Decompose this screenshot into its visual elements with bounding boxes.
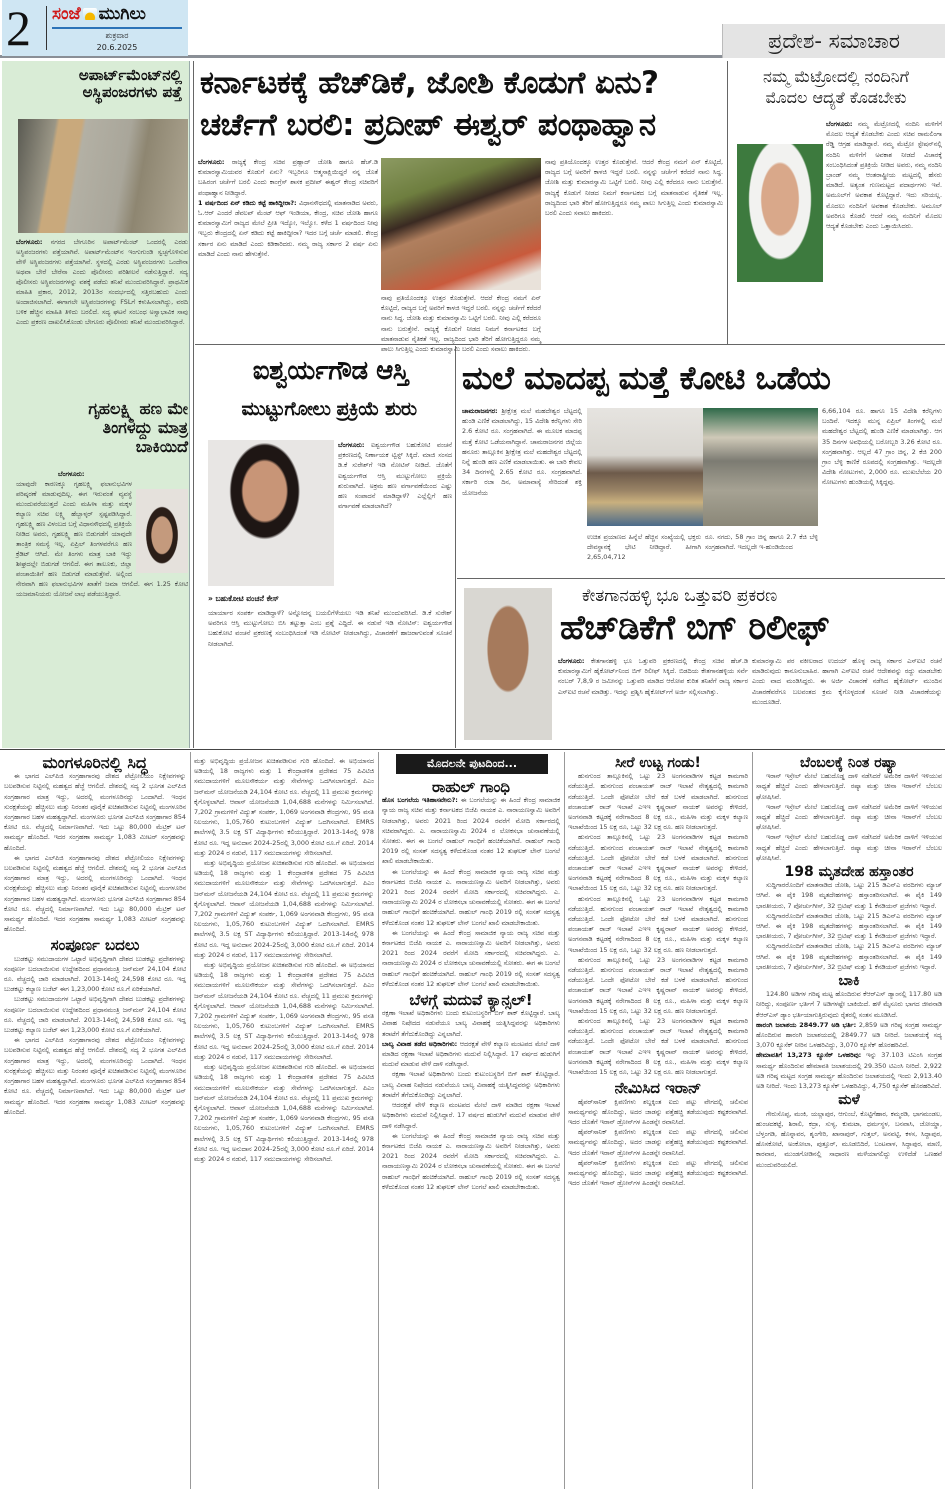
bottom-col4: ಸೀರೆ ಉಟ್ಟ ಗಂಡು! ಹುನಗುಂದ ತಾಲ್ಲೂಕಿನಲ್ಲಿ ಒಟ್ಟು 23 ಅಂಗನವಾಡಿಗಳ ಕಟ್ಟಡ ಕಾಮಗಾರಿ ನಡೆಯುತ್ತಿದೆ. ಹುನಗುಂದ ಪಂಚಾಯತ್ ರಾಜ್ ಇಲಾಖೆ ನೇತೃತ್ವದಲ್ಲಿ ಕಾಮಗಾರಿ ನಡೆಯುತ್ತಿದೆ. ಒಂದೇ ಫೋಟೋ ಬೇರೆ ಕಡೆ ಬಳಕೆ ಮಾಡಲಾಗಿದೆ. ಹುನಗುಂದ ಪಂಚಾಯತ್ ರಾಜ್ ಇಲಾಖೆ ಎಇಇ ಕೃಷ್ಣರಾವ್ ನಾಯಕ್ ಅವರನ್ನು ಕೇಳಿದರೆ, ಅಂಗನವಾಡಿ ಕಟ್ಟಡಕ್ಕೆ ನರೇಗಾದಿಂದ 8 ಲಕ್ಷ ರೂ., ಮಹಿಳಾ ಮತ್ತು ಮಕ್ಕಳ ಕಲ್ಯಾಣ ಇಲಾಖೆಯಿಂದ 15 ಲಕ್ಷ ರೂ, ಒಟ್ಟು 32 ಲಕ್ಷ ರೂ. ಹಣ ನೀಡಲಾಗುತ್ತದೆ. ಹುನಗುಂದ ತಾಲ್ಲೂಕಿನಲ್ಲಿ ಒಟ್ಟು 23 ಅಂಗನವಾಡಿಗಳ ಕಟ್ಟಡ ಕಾಮಗಾರಿ ನಡೆಯುತ್ತಿದೆ. ಹುನಗುಂದ ಪಂಚಾಯತ್ ರಾಜ್ ಇಲಾಖೆ ನೇತೃತ್ವದಲ್ಲಿ ಕಾಮಗಾರಿ ನಡೆಯುತ್ತಿದೆ. ಒಂದೇ ಫೋಟೋ ಬೇರೆ ಕಡೆ ಬಳಕೆ ಮಾಡಲಾಗಿದೆ. ಹುನಗುಂದ ಪಂಚಾಯತ್ ರಾಜ್ ಇಲಾಖೆ ಎಇಇ ಕೃಷ್ಣರಾವ್ ನಾಯಕ್ ಅವರನ್ನು ಕೇಳಿದರೆ, ಅಂಗನವಾಡಿ ಕಟ್ಟಡಕ್ಕೆ ನರೇಗಾದಿಂದ 8 ಲಕ್ಷ ರೂ., ಮಹಿಳಾ ಮತ್ತು ಮಕ್ಕಳ ಕಲ್ಯಾಣ ಇಲಾಖೆಯಿಂದ 15 ಲಕ್ಷ ರೂ, ಒಟ್ಟು 32 ಲಕ್ಷ ರೂ. ಹಣ ನೀಡಲಾಗುತ್ತದೆ. ಹುನಗುಂದ ತಾಲ್ಲೂಕಿನಲ್ಲಿ ಒಟ್ಟು 23 ಅಂಗನವಾಡಿಗಳ ಕಟ್ಟಡ ಕಾಮಗಾರಿ ನಡೆಯುತ್ತಿದೆ. ಹುನಗುಂದ ಪಂಚಾಯತ್ ರಾಜ್ ಇಲಾಖೆ ನೇತೃತ್ವದಲ್ಲಿ ಕಾಮಗಾರಿ ನಡೆಯುತ್ತಿದೆ. ಒಂದೇ ಫೋಟೋ ಬೇರೆ ಕಡೆ ಬಳಕೆ ಮಾಡಲಾಗಿದೆ. ಹುನಗುಂದ ಪಂಚಾಯತ್ ರಾಜ್ ಇಲಾಖೆ ಎಇಇ ಕೃಷ್ಣರಾವ್ ನಾಯಕ್ ಅವರನ್ನು ಕೇಳಿದರೆ, ಅಂಗನವಾಡಿ ಕಟ್ಟಡಕ್ಕೆ ನರೇಗಾದಿಂದ 8 ಲಕ್ಷ ರೂ., ಮಹಿಳಾ ಮತ್ತು ಮಕ್ಕಳ ಕಲ್ಯಾಣ ಇಲಾಖೆಯಿಂದ 15 ಲಕ್ಷ ರೂ, ಒಟ್ಟು 32 ಲಕ್ಷ ರೂ. ಹಣ ನೀಡಲಾಗುತ್ತದೆ. ಹುನಗುಂದ ತಾಲ್ಲೂಕಿನಲ್ಲಿ ಒಟ್ಟು 23 ಅಂಗನವಾಡಿಗಳ ಕಟ್ಟಡ ಕಾಮಗಾರಿ ನಡೆಯುತ್ತಿದೆ. ಹುನಗುಂದ ಪಂಚಾಯತ್ ರಾಜ್ ಇಲಾಖೆ ನೇತೃತ್ವದಲ್ಲಿ ಕಾಮಗಾರಿ ನಡೆಯುತ್ತಿದೆ. ಒಂದೇ ಫೋಟೋ ಬೇರೆ ಕಡೆ ಬಳಕೆ ಮಾಡಲಾಗಿದೆ. ಹುನಗುಂದ ಪಂಚಾಯತ್ ರಾಜ್ ಇಲಾಖೆ ಎಇಇ ಕೃಷ್ಣರಾವ್ ನಾಯಕ್ ಅವರನ್ನು ಕೇಳಿದರೆ, ಅಂಗನವಾಡಿ ಕಟ್ಟಡಕ್ಕೆ ನರೇಗಾದಿಂದ 8 ಲಕ್ಷ ರೂ., ಮಹಿಳಾ ಮತ್ತು ಮಕ್ಕಳ ಕಲ್ಯಾಣ ಇಲಾಖೆಯಿಂದ 15 ಲಕ್ಷ ರೂ, ಒಟ್ಟು 32 ಲಕ್ಷ ರೂ. ಹಣ ನೀಡಲಾಗುತ್ತದೆ. ಹುನಗುಂದ ತಾಲ್ಲೂಕಿನಲ್ಲಿ ಒಟ್ಟು 23 ಅಂಗನವಾಡಿಗಳ ಕಟ್ಟಡ ಕಾಮಗಾರಿ ನಡೆಯುತ್ತಿದೆ. ಹುನಗುಂದ ಪಂಚಾಯತ್ ರಾಜ್ ಇಲಾಖೆ ನೇತೃತ್ವದಲ್ಲಿ ಕಾಮಗಾರಿ ನಡೆಯುತ್ತಿದೆ. ಒಂದೇ ಫೋಟೋ ಬೇರೆ ಕಡೆ ಬಳಕೆ ಮಾಡಲಾಗಿದೆ. ಹುನಗುಂದ ಪಂಚಾಯತ್ ರಾಜ್ ಇಲಾಖೆ ಎಇಇ ಕೃಷ್ಣರಾವ್ ನಾಯಕ್ ಅವರನ್ನು ಕೇಳಿದರೆ, ಅಂಗನವಾಡಿ ಕಟ್ಟಡಕ್ಕೆ ನರೇಗಾದಿಂದ 8 ಲಕ್ಷ ರೂ., ಮಹಿಳಾ ಮತ್ತು ಮಕ್ಕಳ ಕಲ್ಯಾಣ ಇಲಾಖೆಯಿಂದ 15 ಲಕ್ಷ ರೂ, ಒಟ್ಟು 32 ಲಕ್ಷ ರೂ. ಹಣ ನೀಡಲಾಗುತ್ತದೆ. ನೇಮಿಸಿದ ಇರಾನ್ ಹೈಪರ್‌ಸಾನಿಕ್ ಕ್ಷಿಪಣಿಗಳು ಶಬ್ದಕ್ಕಿಂತ ಐದು ಪಟ್ಟು ವೇಗದಲ್ಲಿ ಚಲಿಸುವ ಸಾಮರ್ಥ್ಯವನ್ನು ಹೊಂದಿದ್ದು, ಅದರ ಜಾಡನ್ನು ಪತ್ತೆಹಚ್ಚಿ ತಡೆಯುವುದು ಕಷ್ಟಕರವಾಗಿದೆ. ಇದರ ಜೊತೆಗೆ ಇರಾನ್ ಡ್ರೋನ್‌ಗಳ ಹಿಂಡನ್ನೇ ರವಾನಿಸಿದೆ. ಹೈಪರ್‌ಸಾನಿಕ್ ಕ್ಷಿಪಣಿಗಳು ಶಬ್ದಕ್ಕಿಂತ ಐದು ಪಟ್ಟು ವೇಗದಲ್ಲಿ ಚಲಿಸುವ ಸಾಮರ್ಥ್ಯವನ್ನು ಹೊಂದಿದ್ದು, ಅದರ ಜಾಡನ್ನು ಪತ್ತೆಹಚ್ಚಿ ತಡೆಯುವುದು ಕಷ್ಟಕರವಾಗಿದೆ. ಇದರ ಜೊತೆಗೆ ಇರಾನ್ ಡ್ರೋನ್‌ಗಳ ಹಿಂಡನ್ನೇ ರವಾನಿಸಿದೆ. ಹೈಪರ್‌ಸಾನಿಕ್ ಕ್ಷಿಪಣಿಗಳು ಶಬ್ದಕ್ಕಿಂತ ಐದು ಪಟ್ಟು ವೇಗದಲ್ಲಿ ಚಲಿಸುವ ಸಾಮರ್ಥ್ಯವನ್ನು ಹೊಂದಿದ್ದು, ಅದರ ಜಾಡನ್ನು ಪತ್ತೆಹಚ್ಚಿ ತಡೆಯುವುದು ಕಷ್ಟಕರವಾಗಿದೆ. ಇದರ ಜೊತೆಗೆ ಇರಾನ್ ಡ್ರೋನ್‌ಗಳ ಹಿಂಡನ್ನೇ ರವಾನಿಸಿದೆ. bbox=[568, 755, 748, 1188]
brand-divider bbox=[46, 6, 47, 50]
madappa-headline: ಮಲೆ ಮಾದಪ್ಪ ಮತ್ತೆ ಕೋಟಿ ಒಡೆಯ bbox=[462, 359, 831, 397]
column-divider bbox=[727, 61, 728, 344]
article-headline: ಬೆಂಬಲಕ್ಕೆ ನಿಂತ ರಷ್ಯಾ bbox=[799, 755, 899, 771]
madappa-story-col4: 6,66,104 ರೂ. ಹಾಗೂ 15 ವಿದೇಶಿ ಕರೆನ್ಸಿಗಳು ಬಂದಿವೆ. ಇದಕ್ಕೂ ಮುನ್ನ ಏಪ್ರಿಲ್ ತಿಂಗಳಲ್ಲಿ ಮಲೆ ಮಹದೇಶ್ವರ ಬೆಟ್ಟದಲ್ಲಿ ಹುಂಡಿ ಎಣಿಕೆ ಮಾಡಲಾಗಿತ್ತು. ಆಗ 35 ದಿನಗಳ ಅವಧಿಯಲ್ಲಿ ಬರೋಬ್ಬರಿ 3.26 ಕೋಟಿ ರೂ. ಸಂಗ್ರಹವಾಗಿತ್ತು. ಆಲ್ಲದೆ 47 ಗ್ರಾಂ ಚಿನ್ನ, 2 ಕೆಜಿ 200 ಗ್ರಾಂ ಬೆಳ್ಳಿ ಕಾಣಿಕೆ ರೂಪದಲ್ಲಿ ಸಂಗ್ರಹವಾಗಿತ್ತು. ಇದಲ್ಲದೇ ವಿದೇಶಿ ನೋಟುಗಳು, 2,000 ರೂ. ಮುಖಬೆಲೆಯ 20 ನೋಟುಗಳು ಹುಂಡಿಯಲ್ಲಿ ಸಿಕ್ಕಿದ್ದವು. bbox=[822, 407, 942, 487]
article-subhead: ಬಾಕಿ bbox=[838, 973, 860, 990]
hd-kumaraswamy-photo bbox=[464, 588, 552, 740]
brand-box bbox=[2, 0, 188, 56]
article-subhead: ಮಳೆ bbox=[838, 1092, 860, 1109]
brand-underline bbox=[52, 27, 182, 29]
hdk-kicker: ಕೇತಗಾನಹಳ್ಳಿ ಭೂ ಒತ್ತುವರಿ ಪ್ರಕರಣ bbox=[582, 586, 778, 606]
bottom-col3: ರಾಹುಲ್ ಗಾಂಧಿ ಹೊಸ ಬಂಗಲೆಯ ಇತಿಹಾಸವೇನು?: ಈ ಬಂಗಲೆಯನ್ನು ಈ ಹಿಂದೆ ಕೇಂದ್ರ ಸಾಮಾಜಿಕ ನ್ಯಾಯ ರಾಜ್ಯ ಸಚಿವ ಮತ್ತು ಕರ್ನಾಟಕದ ಬಿಜೆಪಿ ನಾಯಕ ಎ. ನಾರಾಯಣಸ್ವಾಮಿ ಅವರಿಗೆ ನೀಡಲಾಗಿತ್ತು, ಅವರು 2021 ರಿಂದ 2024 ರವರೆಗೆ ಮೋದಿ ಸರ್ಕಾರದಲ್ಲಿ ಸಚಿವರಾಗಿದ್ದರು. ಎ. ನಾರಾಯಣಸ್ವಾಮಿ 2024 ರ ಲೋಕಸಭಾ ಚುನಾವಣೆಯಲ್ಲಿ ಸೋತರು. ಈಗ ಈ ಬಂಗಲೆ ರಾಹುಲ್ ಗಾಂಧಿಗೆ ಹಂಚಿಕೆಯಾಗಿದೆ. ರಾಹುಲ್ ಗಾಂಧಿ 2019 ರಲ್ಲಿ ಸಂಸತ್ ಸದಸ್ಯತ್ವ ಕಳೆದುಕೊಂಡ ನಂತರ 12 ತುಘಲಕ್ ಲೇನ್ ಬಂಗಲೆ ಖಾಲಿ ಮಾಡಬೇಕಾಯಿತು. ಈ ಬಂಗಲೆಯನ್ನು ಈ ಹಿಂದೆ ಕೇಂದ್ರ ಸಾಮಾಜಿಕ ನ್ಯಾಯ ರಾಜ್ಯ ಸಚಿವ ಮತ್ತು ಕರ್ನಾಟಕದ ಬಿಜೆಪಿ ನಾಯಕ ಎ. ನಾರಾಯಣಸ್ವಾಮಿ ಅವರಿಗೆ ನೀಡಲಾಗಿತ್ತು, ಅವರು 2021 ರಿಂದ 2024 ರವರೆಗೆ ಮೋದಿ ಸರ್ಕಾರದಲ್ಲಿ ಸಚಿವರಾಗಿದ್ದರು. ಎ. ನಾರಾಯಣಸ್ವಾಮಿ 2024 ರ ಲೋಕಸಭಾ ಚುನಾವಣೆಯಲ್ಲಿ ಸೋತರು. ಈಗ ಈ ಬಂಗಲೆ ರಾಹುಲ್ ಗಾಂಧಿಗೆ ಹಂಚಿಕೆಯಾಗಿದೆ. ರಾಹುಲ್ ಗಾಂಧಿ 2019 ರಲ್ಲಿ ಸಂಸತ್ ಸದಸ್ಯತ್ವ ಕಳೆದುಕೊಂಡ ನಂತರ 12 ತುಘಲಕ್ ಲೇನ್ ಬಂಗಲೆ ಖಾಲಿ ಮಾಡಬೇಕಾಯಿತು. ಈ ಬಂಗಲೆಯನ್ನು ಈ ಹಿಂದೆ ಕೇಂದ್ರ ಸಾಮಾಜಿಕ ನ್ಯಾಯ ರಾಜ್ಯ ಸಚಿವ ಮತ್ತು ಕರ್ನಾಟಕದ ಬಿಜೆಪಿ ನಾಯಕ ಎ. ನಾರಾಯಣಸ್ವಾಮಿ ಅವರಿಗೆ ನೀಡಲಾಗಿತ್ತು, ಅವರು 2021 ರಿಂದ 2024 ರವರೆಗೆ ಮೋದಿ ಸರ್ಕಾರದಲ್ಲಿ ಸಚಿವರಾಗಿದ್ದರು. ಎ. ನಾರಾಯಣಸ್ವಾಮಿ 2024 ರ ಲೋಕಸಭಾ ಚುನಾವಣೆಯಲ್ಲಿ ಸೋತರು. ಈಗ ಈ ಬಂಗಲೆ ರಾಹುಲ್ ಗಾಂಧಿಗೆ ಹಂಚಿಕೆಯಾಗಿದೆ. ರಾಹುಲ್ ಗಾಂಧಿ 2019 ರಲ್ಲಿ ಸಂಸತ್ ಸದಸ್ಯತ್ವ ಕಳೆದುಕೊಂಡ ನಂತರ 12 ತುಘಲಕ್ ಲೇನ್ ಬಂಗಲೆ ಖಾಲಿ ಮಾಡಬೇಕಾಯಿತು. ಬೆಳಗ್ಗೆ ಮದುವೆ ಕ್ಯಾನ್ಸಲ್! ರಕ್ಷಣಾ ಇಲಾಖೆ ಅಧಿಕಾರಿಗಳು ಬಂದು ಕುಟುಂಬಸ್ಥರಿಗೆ ಬಿಗ್ ಶಾಕ್ ಕೊಟ್ಟಿದ್ದಾರೆ. ಬಾಲ್ಯ ವಿವಾಹ ನಿಷೇದದ ನಡುವೆಯೂ ಬಾಲ್ಯ ವಿವಾಹಕ್ಕೆ ಯತ್ನಿಸಿದ್ದವರನ್ನು ಅಧಿಕಾರಿಗಳು ತರಾಟೆಗೆ ತೆಗೆದುಕೊಂಡಿದ್ದು ಎನ್ನಲಾಗಿದೆ. ಬಾಲ್ಯ ವಿವಾಹ ತಡೆದ ಅಧಿಕಾರಿಗಳು: ಆದರಕ್ಷತೆ ವೇಳೆ ಕಲ್ಯಾಣ ಮಂಟಪದ ಮೇಲೆ ದಾಳಿ ಮಾಡಿದ ರಕ್ಷಣಾ ಇಲಾಖೆ ಅಧಿಕಾರಿಗಳು ಮದುವೆ ನಿಲ್ಲಿಸಿದ್ದಾರೆ. 17 ವರ್ಷದ ಹುಡುಗಿಗೆ ಮದುವೆ ಮಾಡುವ ವೇಳೆ ದಾಳಿ ನಡೆಸಿದ್ದಾರೆ. ರಕ್ಷಣಾ ಇಲಾಖೆ ಅಧಿಕಾರಿಗಳು ಬಂದು ಕುಟುಂಬಸ್ಥರಿಗೆ ಬಿಗ್ ಶಾಕ್ ಕೊಟ್ಟಿದ್ದಾರೆ. ಬಾಲ್ಯ ವಿವಾಹ ನಿಷೇದದ ನಡುವೆಯೂ ಬಾಲ್ಯ ವಿವಾಹಕ್ಕೆ ಯತ್ನಿಸಿದ್ದವರನ್ನು ಅಧಿಕಾರಿಗಳು ತರಾಟೆಗೆ ತೆಗೆದುಕೊಂಡಿದ್ದು ಎನ್ನಲಾಗಿದೆ. ಆದರಕ್ಷತೆ ವೇಳೆ ಕಲ್ಯಾಣ ಮಂಟಪದ ಮೇಲೆ ದಾಳಿ ಮಾಡಿದ ರಕ್ಷಣಾ ಇಲಾಖೆ ಅಧಿಕಾರಿಗಳು ಮದುವೆ ನಿಲ್ಲಿಸಿದ್ದಾರೆ. 17 ವರ್ಷದ ಹುಡುಗಿಗೆ ಮದುವೆ ಮಾಡುವ ವೇಳೆ ದಾಳಿ ನಡೆಸಿದ್ದಾರೆ. ಈ ಬಂಗಲೆಯನ್ನು ಈ ಹಿಂದೆ ಕೇಂದ್ರ ಸಾಮಾಜಿಕ ನ್ಯಾಯ ರಾಜ್ಯ ಸಚಿವ ಮತ್ತು ಕರ್ನಾಟಕದ ಬಿಜೆಪಿ ನಾಯಕ ಎ. ನಾರಾಯಣಸ್ವಾಮಿ ಅವರಿಗೆ ನೀಡಲಾಗಿತ್ತು, ಅವರು 2021 ರಿಂದ 2024 ರವರೆಗೆ ಮೋದಿ ಸರ್ಕಾರದಲ್ಲಿ ಸಚಿವರಾಗಿದ್ದರು. ಎ. ನಾರಾಯಣಸ್ವಾಮಿ 2024 ರ ಲೋಕಸಭಾ ಚುನಾವಣೆಯಲ್ಲಿ ಸೋತರು. ಈಗ ಈ ಬಂಗಲೆ ರಾಹುಲ್ ಗಾಂಧಿಗೆ ಹಂಚಿಕೆಯಾಗಿದೆ. ರಾಹುಲ್ ಗಾಂಧಿ 2019 ರಲ್ಲಿ ಸಂಸತ್ ಸದಸ್ಯತ್ವ ಕಳೆದುಕೊಂಡ ನಂತರ 12 ತುಘಲಕ್ ಲೇನ್ ಬಂಗಲೆ ಖಾಲಿ ಮಾಡಬೇಕಾಯಿತು. bbox=[382, 778, 560, 1191]
brand-name-red: ಸಂಜೆ bbox=[52, 4, 81, 24]
story-lead: ಬೆಂಗಳೂರು: bbox=[58, 470, 85, 478]
sun-palm-icon bbox=[83, 8, 97, 20]
madappa-story-col2: ಉಚಿತ ಪ್ರಯಾಣದ ಹಿನ್ನೆಲೆ ಹೆಚ್ಚಿನ ಸಂಖ್ಯೆಯಲ್ಲಿ ಭಕ್ತರು ದೇವಸ್ಥಾನಕ್ಕೆ ಭೇಟಿ ನೀಡಿದ್ದಾರೆ. ಹೀಗಾಗಿ 2,65,04,712 bbox=[587, 533, 701, 562]
issue-date: 20.6.2025 bbox=[96, 43, 138, 52]
story-headline: ಗೃಹಲಕ್ಷ್ಮಿ ಹಣ ಮೇ ತಿಂಗಳದ್ದು ಮಾತ್ರ ಬಾಕಿಯಿದೆ bbox=[88, 399, 188, 456]
story-body: ಯಾವುದೇ ಕಾರಣಕ್ಕೂ ಗೃಹಲಕ್ಷ್ಮಿ ಫಲಾನುಭವಿಗಳ ಪರಿಷ್ಕರಣೆ ಮಾಡುವುದಿಲ್ಲ. ಈಗ ಇರುವಂತೆ ವ್ಯವಸ್ಥೆ ಮುಂದುವರೆಯುತ್ತದೆ ಎಂದು ಮಹಿಳಾ ಮತ್ತು ಮಕ್ಕಳ ಕಲ್ಯಾಣ ಸಚಿವ ಲಕ್ಷ್ಮಿ ಹೆಬ್ಬಾಳ್ಕರ್ ಸ್ಪಷ್ಟಪಡಿಸಿದ್ದಾರೆ. ಗೃಹಲಕ್ಷ್ಮಿ ಹಣ ವಿಳಂಬದ ಬಗ್ಗೆ ವಿಧಾನಸೌಧದಲ್ಲಿ ಪ್ರತಿಕ್ರಿಯೆ ನೀಡಿದ ಅವರು, ಗೃಹಲಕ್ಷ್ಮಿ ಹಣ ಬಿಡುಗಡೆಗೆ ಯಾವುದೇ ತಾಂತ್ರಿಕ ಸಮಸ್ಯೆ ಇಲ್ಲ. ಏಪ್ರಿಲ್ ತಿಂಗಳವರೆಗೂ ಹಣ ಕ್ರೆಡಿಟ್ ಆಗಿದೆ. ಮೇ ತಿಂಗಳು ಮಾತ್ರ ಬಾಕಿ ಇದ್ದು ಶೀಘ್ರದಲ್ಲೇ ಬಿಡುಗಡೆ ಆಗಲಿದೆ. ಈಗ ತಾಲೂಕು, ಜಿಲ್ಲಾ ಪಂಚಾಯಿತಿಗೆ ಹಣ ಬಿಡುಗಡೆ ಮಾಡುತ್ತೇವೆ. ಅಲ್ಲಿಂದ ನೇರವಾಗಿ ಹಣ ಫಲಾನುಭವಿಗಳ ಖಾತೆಗೆ ಜಮಾ ಆಗಲಿದೆ. ಈಗ 1.25 ಕೋಟಿ ಯಜಮಾನಿಯರು ಯೋಜನೆ ಲಾಭ ಪಡೆಯುತ್ತಿದ್ದಾರೆ. bbox=[16, 480, 188, 598]
lead-story-col3: ನಾವು ಪ್ರತಿಯೊಂದಕ್ಕೂ ಉತ್ತರ ಕೊಡುತ್ತೇವೆ. ಆದರೆ ಕೇಂದ್ರ ನಮಗೆ ಏನ್ ಕೊಟ್ಟಿದೆ, ರಾಜ್ಯದ ಬಗ್ಗೆ ಅವರಿಗೆ ಕಾಳಜಿ ಇದ್ದರೆ ಬರಲಿ. ನನ್ನನ್ನು ಚರ್ಚೆಗೆ ಕರೆದರೆ ನಾನು ಸಿದ್ಧ. ಜೋಶಿ ಮತ್ತು ಕುಮಾರಸ್ವಾಮಿ ಒಟ್ಟಿಗೆ ಬರಲಿ. ನೀವು ಎಲ್ಲಿ ಕರೆದರೂ ನಾನು ಬರುತ್ತೇನೆ. ರಾಜ್ಯಕ್ಕೆ ಕೊಡುಗೆ ನೀಡದ ನಿಮಗೆ ಕರ್ನಾಟಕದ ಬಗ್ಗೆ ಮಾತನಾಡುವ ನೈತಿಕತೆ ಇಲ್ಲ. ರಾಜ್ಯದಿಂದ ಭಾರಿ ತೆರಿಗೆ ಹೋಗುತ್ತಿದ್ದರೂ ನಮ್ಮ ಪಾಲು ಸಿಗುತ್ತಿಲ್ಲ ಎಂದು ಕುಮಾರಸ್ವಾಮಿ ಬರಲಿ ಎಂದು ಸವಾಲು ಹಾಕಿದರು. bbox=[545, 158, 723, 218]
article-subhead: ನೇಮಿಸಿದ ಇರಾನ್ bbox=[614, 1079, 702, 1098]
bottom-col5: ಬೆಂಬಲಕ್ಕೆ ನಿಂತ ರಷ್ಯಾ ಇರಾನ್ ಇಸ್ರೇಲ್ ಮೇಲೆ ಬಹುದೊಡ್ಡ ದಾಳಿ ನಡೆಸಿದರೆ ಅಮೆರಿಕ ದಾಳಿಗೆ ಇಳಿಯುವ ಸಾಧ್ಯತೆ ಹೆಚ್ಚಿದೆ ಎಂದು ಹೇಳಲಾಗುತ್ತಿದೆ. ರಷ್ಯಾ ಮತ್ತು ಚೀನಾ ಇರಾನ್‌ಗೆ ಬೆಂಬಲ ಘೋಷಿಸಿವೆ. ಇರಾನ್ ಇಸ್ರೇಲ್ ಮೇಲೆ ಬಹುದೊಡ್ಡ ದಾಳಿ ನಡೆಸಿದರೆ ಅಮೆರಿಕ ದಾಳಿಗೆ ಇಳಿಯುವ ಸಾಧ್ಯತೆ ಹೆಚ್ಚಿದೆ ಎಂದು ಹೇಳಲಾಗುತ್ತಿದೆ. ರಷ್ಯಾ ಮತ್ತು ಚೀನಾ ಇರಾನ್‌ಗೆ ಬೆಂಬಲ ಘೋಷಿಸಿವೆ. ಇರಾನ್ ಇಸ್ರೇಲ್ ಮೇಲೆ ಬಹುದೊಡ್ಡ ದಾಳಿ ನಡೆಸಿದರೆ ಅಮೆರಿಕ ದಾಳಿಗೆ ಇಳಿಯುವ ಸಾಧ್ಯತೆ ಹೆಚ್ಚಿದೆ ಎಂದು ಹೇಳಲಾಗುತ್ತಿದೆ. ರಷ್ಯಾ ಮತ್ತು ಚೀನಾ ಇರಾನ್‌ಗೆ ಬೆಂಬಲ ಘೋಷಿಸಿವೆ. 198 ಮೃತದೇಹ ಹಸ್ತಾಂತರ ಸುದ್ದಿಗಾರರೊಂದಿಗೆ ಮಾತನಾಡಿದ ಜೋಶಿ, ಒಟ್ಟು 215 ಡಿಎನ್‌ಎ ವರದಿಗಳು ಮ್ಯಾಚ್ ಆಗಿವೆ. ಈ ಪೈಕಿ 198 ಮೃತದೇಹಗಳನ್ನು ಹಸ್ತಾಂತರಿಸಲಾಗಿದೆ. ಈ ಪೈಕಿ 149 ಭಾರತೀಯರು, 7 ಪೋರ್ಚುಗೀಸ್, 32 ಬ್ರಿಟಿಷ್ ಮತ್ತು 1 ಕೆನಡಿಯನ್ ಪ್ರಜೆಗಳು ಇದ್ದಾರೆ. ಸುದ್ದಿಗಾರರೊಂದಿಗೆ ಮಾತನಾಡಿದ ಜೋಶಿ, ಒಟ್ಟು 215 ಡಿಎನ್‌ಎ ವರದಿಗಳು ಮ್ಯಾಚ್ ಆಗಿವೆ. ಈ ಪೈಕಿ 198 ಮೃತದೇಹಗಳನ್ನು ಹಸ್ತಾಂತರಿಸಲಾಗಿದೆ. ಈ ಪೈಕಿ 149 ಭಾರತೀಯರು, 7 ಪೋರ್ಚುಗೀಸ್, 32 ಬ್ರಿಟಿಷ್ ಮತ್ತು 1 ಕೆನಡಿಯನ್ ಪ್ರಜೆಗಳು ಇದ್ದಾರೆ. ಸುದ್ದಿಗಾರರೊಂದಿಗೆ ಮಾತನಾಡಿದ ಜೋಶಿ, ಒಟ್ಟು 215 ಡಿಎನ್‌ಎ ವರದಿಗಳು ಮ್ಯಾಚ್ ಆಗಿವೆ. ಈ ಪೈಕಿ 198 ಮೃತದೇಹಗಳನ್ನು ಹಸ್ತಾಂತರಿಸಲಾಗಿದೆ. ಈ ಪೈಕಿ 149 ಭಾರತೀಯರು, 7 ಪೋರ್ಚುಗೀಸ್, 32 ಬ್ರಿಟಿಷ್ ಮತ್ತು 1 ಕೆನಡಿಯನ್ ಪ್ರಜೆಗಳು ಇದ್ದಾರೆ. ಬಾಕಿ 124.80 ಅಡಿಗಳ ಗರಿಷ್ಠ ಮಟ್ಟ ಹೊಂದಿರುವ ಕೆಆರ್‌ಎಸ್ ಡ್ಯಾಂನಲ್ಲಿ 117.80 ಅಡಿ ನೀರಿದ್ದು, ಸಂಪೂರ್ಣ ಭರ್ತಿಗೆ 7 ಅಡಿಗಳಷ್ಟೇ ಬಾಕಿಯಿದೆ. ಹಳೆ ಮೈಸೂರು ಭಾಗದ ಜೀವನಾಡಿ ಕೆಆರ್‌ಎಸ್ ಡ್ಯಾಂ ಭರ್ತಿಯಾಗುತ್ತಿರುವುದು ರೈತರಲ್ಲಿ ಸಂತಸ ಮೂಡಿಸಿದೆ. ಹಾರಂಗಿ ಜಲಾಶಯ 2849.77 ಅಡಿ ಭರ್ತಿ: 2,859 ಅಡಿ ಗರಿಷ್ಠ ಸಂಗ್ರಹ ಸಾಮರ್ಥ್ಯ ಹೊಂದಿರುವ ಹಾರಂಗಿ ಜಲಾಶಯದಲ್ಲಿ 2849.77 ಅಡಿ ನೀರಿದೆ. ಜಲಾಶಯಕ್ಕೆ ಸದ್ಯ 3,070 ಕ್ಯೂಸೆಕ್ ನೀರಿನ ಒಳಹರಿವಿದ್ದು, 3,070 ಕ್ಯೂಸೆಕ್ ಹೊರಹರಿವಿದೆ. ಹೇಮಾವತಿಗೆ 13,273 ಕ್ಯೂಸೆಕ್ ಒಳಹರಿವು: ಇನ್ನು 37.103 ಟಿಎಂಸಿ ಸಂಗ್ರಹ ಸಾಮರ್ಥ್ಯ ಹೊಂದಿರುವ ಹೇಮಾವತಿ ಜಲಾಶಯದಲ್ಲಿ 29.350 ಟಿಎಂಸಿ ನೀರಿದೆ. 2,922 ಅಡಿ ಗರಿಷ್ಠ ಮಟ್ಟದ ಸಂಗ್ರಹ ಸಾಮರ್ಥ್ಯ ಹೊಂದಿರುವ ಜಲಾಶಯದಲ್ಲಿ ಇಂದು 2,913.40 ಅಡಿ ನೀರಿದೆ. ಇಂದು 13,273 ಕ್ಯೂಸೆಕ್ ಒಳಹರಿವಿದ್ದು, 4,750 ಕ್ಯೂಸೆಕ್ ಹೊರಹರಿವಿದೆ. ಮಳೆ ಗೇರುಸೊಪ್ಪ, ಮಂಕಿ, ಯಲ್ಲಾಪುರ, ಆಗುಂಬೆ, ಕೊಟ್ಟಿಗೆಹಾರ, ಕಮ್ಮರಡಿ, ಭಾಗಮಂಡಲ, ಹುಂಚದಕಟ್ಟೆ, ಶಿರಾಲಿ, ಕದ್ರಾ, ಸುಳ್ಯ, ಕುಮಟಾ, ಧರ್ಮಸ್ಥಳ, ಬನವಾಸಿ, ಜೋಯ್ಡಾ, ಬೆಳ್ತಂಗಡಿ, ಹೊನ್ನಾವರ, ಶೃಂಗೇರಿ, ಖಾನಾಪುರ್, ಗುತ್ತಲ್, ಅನವಟ್ಟಿ, ಕಳಸ, ಸಿದ್ದಾಪುರ, ಹೊಸಕೋಟೆ, ಅಂಕೋಲಾ, ಪುತ್ತೂರ್, ಮೂಡಬಿದಿರೆ, ಬಂಟವಾಳ, ಸಿದ್ದಾಪುರ, ಮಾಣಿ, ಕಾರವಾರ, ಮುಂಡಗೋಡಿನಲ್ಲಿ ಸಾಧಾರಣ ಮಳೆಯಾಗಲಿದ್ದು ಉಳಿದೆಡೆ ಒಣಹವೆ ಮುಂದುವರಿಯಲಿದೆ. bbox=[756, 755, 942, 1169]
column-divider bbox=[752, 752, 753, 1489]
aishwarya-headline-line2: ಮುಟ್ಟುಗೋಲು ಪ್ರಕ್ರಿಯೆ ಶುರು bbox=[241, 398, 417, 420]
column-divider bbox=[564, 752, 565, 1489]
aishwarya-story-col2: ಯಾರ್ಯಾರ ಸಂಪರ್ಕ ಮಾಡಿದ್ದಾಳೆ? ಅನ್ನೋದನ್ನ ಬಯಲಿಗೆಳೆಯಲು ಇಡಿ ತನಿಖೆ ಮುಂದುವರಿಸಿದೆ. ಡಿ.ಕೆ ಸುರೇಶ್ ಅವರಿಗೂ ಆಸ್ತಿ ಮುಟ್ಟುಗೋಲು ಬಿಸಿ ತಟ್ಟುತ್ತಾ ಎಂಬ ಪ್ರಶ್ನೆ ಎದ್ದಿದೆ. ಈ ನಡುವೆ ಇಡಿ ನೋಟಿಸ್: ಐಶ್ವರ್ಯಗೌಡ ಬಹುಕೋಟಿ ವಂಚನೆ ಪ್ರಕರಣಕ್ಕೆ ಸಂಬಂಧಿಸಿದಂತೆ ಇಡಿ ನೋಟಿಸ್ ನೀಡಲಾಗಿದ್ದು, ವಿಚಾರಣೆಗೆ ಹಾಜರಾಗುವಂತೆ ಸೂಚನೆ ನೀಡಲಾಗಿದೆ. bbox=[208, 609, 452, 648]
article-headline: ಮಂಗಳೂರಿನಲ್ಲಿ ಸಿದ್ಧ bbox=[42, 753, 148, 772]
hundi-counting-photo bbox=[587, 408, 703, 526]
apartment-debris-photo bbox=[18, 119, 188, 233]
story-headline: ಅಪಾರ್ಟ್‌ಮೆಂಟ್‌ನಲ್ಲಿ ಅಸ್ಥಿಪಂಜರಗಳು ಪತ್ತೆ bbox=[78, 66, 182, 102]
article-headline: ರಾಹುಲ್ ಗಾಂಧಿ bbox=[432, 778, 510, 796]
madappa-story-col3: ರೂ. ನಗದು, 58 ಗ್ರಾಂ ಚಿನ್ನ ಹಾಗೂ 2.7 ಕೆಜಿ ಬೆಳ್ಳಿ ಸಂಗ್ರಹವಾಗಿದೆ. ಇದಲ್ಲದೇ ಇ-ಹುಂಡಿಯಿಂದ bbox=[705, 533, 818, 552]
row-divider bbox=[0, 749, 945, 750]
metro-story-body: ಬೆಂಗಳೂರು: ನಮ್ಮ ಮೆಟ್ರೋದಲ್ಲಿ ನಂದಿನಿ ಮಳಿಗೆಗೆ ಮೊದಲ ಆದ್ಯತೆ ಕೊಡಬೇಕು ಎಂದು ಸಚಿವ ರಾಮಲಿಂಗಾ ರೆಡ್ಡಿ ಆಗ್ರಹ ಮಾಡಿದ್ದಾರೆ. ನಮ್ಮ ಮೆಟ್ರೋ ಸ್ಟೇಷನ್‌ನಲ್ಲಿ ನಂದಿನಿ ಮಳಿಗೆಗೆ ಅವಕಾಶ ನೀಡದೆ ವಿಚಾರಕ್ಕೆ ಸಂಬಂಧಿಸಿದಂತೆ ಪ್ರತಿಕ್ರಿಯೆ ನೀಡಿದ ಅವರು, ನಮ್ಮ ನಂದಿನಿ ಬ್ರಾಂಡ್ ನಮ್ಮ ಆಂತರಾಷ್ಟ್ರೀಯ ಮಟ್ಟದಲ್ಲಿ ಹೆಸರು ಮಾಡಿದೆ. ಅತ್ಯಂತ ಗುಣಮಟ್ಟದ ಪದಾರ್ಥಗಳು ಇವೆ. ಅಮೂಲ್‌ಗೆ ಅವಕಾಶ ಕೊಟ್ಟಿದ್ದಾರೆ. ಇದು ಸರಿಯಲ್ಲ. ಮೊದಲು ನಂದಿನಿಗೆ ಅವಕಾಶ ಕೊಡಬೇಕು. ಅಮೂಲ್ ಅವರಿಗೂ ಕೊಡಲಿ ಆದರೆ ನಮ್ಮ ನಂದಿನಿಗೆ ಮೊದಲ ಆದ್ಯತೆ ಕೊಡಬೇಕು ಎಂದು ಒತ್ತಾಯಿಸಿದರು. bbox=[826, 120, 942, 231]
story-body: ಬೆಂಗಳೂರು: ನಗರದ ಬೇಗೂರಿನ ಅಪಾರ್ಟ್‌ಮೆಂಟ್ ಒಂದರಲ್ಲಿ ಎರಡು ಅಸ್ಥಿಪಂಜರಗಳು ಪತ್ತೆಯಾಗಿವೆ. ಅಪಾರ್ಟ್‌ಮೆಂಟ್‌ನ ಇಂಗುಗುಂಡಿ ಸ್ವಚ್ಛಗೊಳಿಸುವ ವೇಳೆ ಅಸ್ಥಿಪಂಜರಗಳು ಪತ್ತೆಯಾಗಿವೆ. ಸ್ಥಳದಲ್ಲಿ ಎರಡು ಅಸ್ಥಿಪಂಜರಗಳು ಒಂದೇನಾ ಅಥವಾ ಬೇರೆ ಬೇರೆನಾ ಎಂದು ಪೊಲೀಸರು ಪರಿಶೀಲನೆ ನಡೆಸುತ್ತಿದ್ದಾರೆ. ಸದ್ಯ ಪೊಲೀಸರು ಅಸ್ಥಿಪಂಜರಗಳನ್ನು ವಶಕ್ಕೆ ಪಡೆದು ತನಿಖೆ ಮುಂದುವರಿಸಿದ್ದಾರೆ. ಪ್ರಾಥಮಿಕ ಮಾಹಿತಿ ಪ್ರಕಾರ, 2012, 2013ರ ಸಂದರ್ಭದಲ್ಲಿ ಸತ್ತಿರಬಹುದು ಎಂದು ಅಂದಾಜಿಸಲಾಗಿದೆ. ಈಗಾಗಲೇ ಅಸ್ಥಿಪಂಜರಗಳನ್ನು FSLಗೆ ಕಳುಹಿಸಲಾಗಿದ್ದು, ವರದಿ ಬಳಿಕ ಹೆಚ್ಚಿನ ಮಾಹಿತಿ ತಿಳಿದು ಬರಲಿದೆ. ಸದ್ಯ ಘಟನೆ ಸಂಬಂಧ ಅಸ್ವಾಭಾವಿಕ ಸಾವು ಎಂದು ಪ್ರಕರಣ ದಾಖಲಿಸಿಕೊಂಡು ಬೇಗೂರು ಪೊಲೀಸರು ತನಿಖೆ ಮುಂದುವರಿಸಿದ್ದಾರೆ. bbox=[16, 238, 188, 326]
column-divider bbox=[455, 346, 456, 748]
lead-headline-line1: ಕರ್ನಾಟಕಕ್ಕೆ ಹೆಚ್‌ಡಿಕೆ, ಜೋಶಿ ಕೊಡುಗೆ ಏನು? bbox=[200, 65, 659, 101]
aishwarya-gowda-photo bbox=[208, 440, 334, 586]
row-divider bbox=[195, 344, 945, 345]
brand-logo bbox=[52, 4, 146, 24]
left-sidebar bbox=[2, 61, 190, 748]
masthead bbox=[0, 0, 945, 58]
article-subhead: ಸಂಪೂರ್ಣ ಬದಲು bbox=[50, 936, 140, 955]
column-divider bbox=[378, 752, 379, 1489]
hdk-headline: ಹೆಚ್‌ಡಿಕೆಗೆ ಬಿಗ್ ರಿಲೀಫ್ bbox=[560, 608, 830, 648]
column-divider bbox=[190, 752, 191, 1489]
photo-caption: » ಬಹುಕೋಟಿ ವಂಚನೆ ಕೇಸ್ bbox=[208, 594, 279, 603]
issue-day: ಶುಕ್ರವಾರ bbox=[105, 31, 129, 40]
column-divider bbox=[193, 61, 194, 748]
section-title: ಪ್ರದೇಶ- ಸಮಾಚಾರ bbox=[722, 24, 945, 58]
bottom-col2: ಮತ್ತು ಅಭಿವೃದ್ಧಿಯ ಪ್ರಯೋಜನ ಖಚಿತಪಡಿಸುವ ಗುರಿ ಹೊಂದಿದೆ. ಈ ಅಭಿಯಾನದ ಅಡಿಯಲ್ಲಿ 18 ರಾಜ್ಯಗಳು ಮತ್ತು 1 ಕೇಂದ್ರಾಡಳಿತ ಪ್ರದೇಶದ 75 ಪಿವಿಟಿಜಿ ಸಮುದಾಯಗಳಿಗೆ ಮೂಲಸೌಕರ್ಯ ಮತ್ತು ಸೇವೆಗಳನ್ನು ಒದಗಿಸಲಾಗುತ್ತದೆ. ಪಿಎಂ ಜನ್‌ಮನ್ ಯೋಜನೆಯಡಿ 24,104 ಕೋಟಿ ರೂ. ವೆಚ್ಚದಲ್ಲಿ 11 ಪ್ರಮುಖ ಕ್ರಮಗಳನ್ನು ಕೈಗೊಳ್ಳಲಾಗಿದೆ. ಆವಾಸ್ ಯೋಜನೆಯಡಿ 1,04,688 ಮನೆಗಳನ್ನು ನಿರ್ಮಿಸಲಾಗಿದೆ. 7,202 ಗ್ರಾಮಗಳಿಗೆ ವಿದ್ಯುತ್ ಸಂಪರ್ಕ, 1,069 ಅಂಗನವಾಡಿ ಕೇಂದ್ರಗಳು, 95 ವಸತಿ ನಿಲಯಗಳು, 1,05,760 ಕುಟುಂಬಗಳಿಗೆ ವಿದ್ಯುತ್ ಒದಗಿಸಲಾಗಿದೆ. EMRS ಶಾಲೆಗಳಲ್ಲಿ 3.5 ಲಕ್ಷ ST ವಿದ್ಯಾರ್ಥಿಗಳು ಕಲಿಯುತ್ತಿದ್ದಾರೆ. 2013-14ರಲ್ಲಿ 978 ಕೋಟಿ ರೂ. ಇದ್ದ ಅನುದಾನ 2024-25ರಲ್ಲಿ 3,000 ಕೋಟಿ ರೂ.ಗೆ ಏರಿದೆ. 2014 ಮತ್ತು 2024 ರ ನಡುವೆ, 117 ಸಮುದಾಯಗಳನ್ನು ಸೇರಿಸಲಾಗಿದೆ. ಮತ್ತು ಅಭಿವೃದ್ಧಿಯ ಪ್ರಯೋಜನ ಖಚಿತಪಡಿಸುವ ಗುರಿ ಹೊಂದಿದೆ. ಈ ಅಭಿಯಾನದ ಅಡಿಯಲ್ಲಿ 18 ರಾಜ್ಯಗಳು ಮತ್ತು 1 ಕೇಂದ್ರಾಡಳಿತ ಪ್ರದೇಶದ 75 ಪಿವಿಟಿಜಿ ಸಮುದಾಯಗಳಿಗೆ ಮೂಲಸೌಕರ್ಯ ಮತ್ತು ಸೇವೆಗಳನ್ನು ಒದಗಿಸಲಾಗುತ್ತದೆ. ಪಿಎಂ ಜನ್‌ಮನ್ ಯೋಜನೆಯಡಿ 24,104 ಕೋಟಿ ರೂ. ವೆಚ್ಚದಲ್ಲಿ 11 ಪ್ರಮುಖ ಕ್ರಮಗಳನ್ನು ಕೈಗೊಳ್ಳಲಾಗಿದೆ. ಆವಾಸ್ ಯೋಜನೆಯಡಿ 1,04,688 ಮನೆಗಳನ್ನು ನಿರ್ಮಿಸಲಾಗಿದೆ. 7,202 ಗ್ರಾಮಗಳಿಗೆ ವಿದ್ಯುತ್ ಸಂಪರ್ಕ, 1,069 ಅಂಗನವಾಡಿ ಕೇಂದ್ರಗಳು, 95 ವಸತಿ ನಿಲಯಗಳು, 1,05,760 ಕುಟುಂಬಗಳಿಗೆ ವಿದ್ಯುತ್ ಒದಗಿಸಲಾಗಿದೆ. EMRS ಶಾಲೆಗಳಲ್ಲಿ 3.5 ಲಕ್ಷ ST ವಿದ್ಯಾರ್ಥಿಗಳು ಕಲಿಯುತ್ತಿದ್ದಾರೆ. 2013-14ರಲ್ಲಿ 978 ಕೋಟಿ ರೂ. ಇದ್ದ ಅನುದಾನ 2024-25ರಲ್ಲಿ 3,000 ಕೋಟಿ ರೂ.ಗೆ ಏರಿದೆ. 2014 ಮತ್ತು 2024 ರ ನಡುವೆ, 117 ಸಮುದಾಯಗಳನ್ನು ಸೇರಿಸಲಾಗಿದೆ. ಮತ್ತು ಅಭಿವೃದ್ಧಿಯ ಪ್ರಯೋಜನ ಖಚಿತಪಡಿಸುವ ಗುರಿ ಹೊಂದಿದೆ. ಈ ಅಭಿಯಾನದ ಅಡಿಯಲ್ಲಿ 18 ರಾಜ್ಯಗಳು ಮತ್ತು 1 ಕೇಂದ್ರಾಡಳಿತ ಪ್ರದೇಶದ 75 ಪಿವಿಟಿಜಿ ಸಮುದಾಯಗಳಿಗೆ ಮೂಲಸೌಕರ್ಯ ಮತ್ತು ಸೇವೆಗಳನ್ನು ಒದಗಿಸಲಾಗುತ್ತದೆ. ಪಿಎಂ ಜನ್‌ಮನ್ ಯೋಜನೆಯಡಿ 24,104 ಕೋಟಿ ರೂ. ವೆಚ್ಚದಲ್ಲಿ 11 ಪ್ರಮುಖ ಕ್ರಮಗಳನ್ನು ಕೈಗೊಳ್ಳಲಾಗಿದೆ. ಆವಾಸ್ ಯೋಜನೆಯಡಿ 1,04,688 ಮನೆಗಳನ್ನು ನಿರ್ಮಿಸಲಾಗಿದೆ. 7,202 ಗ್ರಾಮಗಳಿಗೆ ವಿದ್ಯುತ್ ಸಂಪರ್ಕ, 1,069 ಅಂಗನವಾಡಿ ಕೇಂದ್ರಗಳು, 95 ವಸತಿ ನಿಲಯಗಳು, 1,05,760 ಕುಟುಂಬಗಳಿಗೆ ವಿದ್ಯುತ್ ಒದಗಿಸಲಾಗಿದೆ. EMRS ಶಾಲೆಗಳಲ್ಲಿ 3.5 ಲಕ್ಷ ST ವಿದ್ಯಾರ್ಥಿಗಳು ಕಲಿಯುತ್ತಿದ್ದಾರೆ. 2013-14ರಲ್ಲಿ 978 ಕೋಟಿ ರೂ. ಇದ್ದ ಅನುದಾನ 2024-25ರಲ್ಲಿ 3,000 ಕೋಟಿ ರೂ.ಗೆ ಏರಿದೆ. 2014 ಮತ್ತು 2024 ರ ನಡುವೆ, 117 ಸಮುದಾಯಗಳನ್ನು ಸೇರಿಸಲಾಗಿದೆ. ಮತ್ತು ಅಭಿವೃದ್ಧಿಯ ಪ್ರಯೋಜನ ಖಚಿತಪಡಿಸುವ ಗುರಿ ಹೊಂದಿದೆ. ಈ ಅಭಿಯಾನದ ಅಡಿಯಲ್ಲಿ 18 ರಾಜ್ಯಗಳು ಮತ್ತು 1 ಕೇಂದ್ರಾಡಳಿತ ಪ್ರದೇಶದ 75 ಪಿವಿಟಿಜಿ ಸಮುದಾಯಗಳಿಗೆ ಮೂಲಸೌಕರ್ಯ ಮತ್ತು ಸೇವೆಗಳನ್ನು ಒದಗಿಸಲಾಗುತ್ತದೆ. ಪಿಎಂ ಜನ್‌ಮನ್ ಯೋಜನೆಯಡಿ 24,104 ಕೋಟಿ ರೂ. ವೆಚ್ಚದಲ್ಲಿ 11 ಪ್ರಮುಖ ಕ್ರಮಗಳನ್ನು ಕೈಗೊಳ್ಳಲಾಗಿದೆ. ಆವಾಸ್ ಯೋಜನೆಯಡಿ 1,04,688 ಮನೆಗಳನ್ನು ನಿರ್ಮಿಸಲಾಗಿದೆ. 7,202 ಗ್ರಾಮಗಳಿಗೆ ವಿದ್ಯುತ್ ಸಂಪರ್ಕ, 1,069 ಅಂಗನವಾಡಿ ಕೇಂದ್ರಗಳು, 95 ವಸತಿ ನಿಲಯಗಳು, 1,05,760 ಕುಟುಂಬಗಳಿಗೆ ವಿದ್ಯುತ್ ಒದಗಿಸಲಾಗಿದೆ. EMRS ಶಾಲೆಗಳಲ್ಲಿ 3.5 ಲಕ್ಷ ST ವಿದ್ಯಾರ್ಥಿಗಳು ಕಲಿಯುತ್ತಿದ್ದಾರೆ. 2013-14ರಲ್ಲಿ 978 ಕೋಟಿ ರೂ. ಇದ್ದ ಅನುದಾನ 2024-25ರಲ್ಲಿ 3,000 ಕೋಟಿ ರೂ.ಗೆ ಏರಿದೆ. 2014 ಮತ್ತು 2024 ರ ನಡುವೆ, 117 ಸಮುದಾಯಗಳನ್ನು ಸೇರಿಸಲಾಗಿದೆ. bbox=[194, 757, 374, 1163]
pradeep-eshwar-photo bbox=[381, 158, 541, 290]
madappa-story-col1: ಚಾಮರಾಜನಗರ: ಶ್ರೀಕ್ಷೇತ್ರ ಮಲೆ ಮಹದೇಶ್ವರ ಬೆಟ್ಟದಲ್ಲಿ ಹುಂಡಿ ಎಣಿಕೆ ಮಾಡಲಾಗಿದ್ದು, 15 ವಿದೇಶಿ ಕರೆನ್ಸಿಗಳು ಸೇರಿ 2.6 ಕೋಟಿ ರೂ. ಸಂಗ್ರಹವಾಗಿದೆ. ಈ ಮೂಲಕ ಮಾದಪ್ಪ ಮತ್ತೆ ಕೋಟಿ ಒಡೆಯನಾಗಿದ್ದಾನೆ. ಚಾಮರಾಜನಗರ ಜಿಲ್ಲೆಯ ಹನೂರು ತಾಲ್ಲೂಕಿನ ಶ್ರೀಕ್ಷೇತ್ರ ಮಲೆ ಮಹದೇಶ್ವರ ಬೆಟ್ಟದಲ್ಲಿ ನಿನ್ನೆ ಹುಂಡಿ ಹಣ ಎಣಿಕೆ ಮಾಡಲಾಯಿತು. ಈ ಬಾರಿ ಕೇವಲ 34 ದಿನಗಳಲ್ಲಿ 2.65 ಕೋಟಿ ರೂ. ಸಂಗ್ರಹವಾಗಿದೆ. ಸರ್ಕಾರಿ ರಜಾ ದಿನ, ಅಮಾವಾಸ್ಯೆ ಸೇರಿದಂತೆ ಶಕ್ತಿ ಯೋಜನೆಯ bbox=[462, 407, 582, 497]
article-headline: ಸೀರೆ ಉಟ್ಟ ಗಂಡು! bbox=[615, 755, 701, 771]
brand-name-black: ಮುಗಿಲು bbox=[98, 4, 146, 24]
bottom-col1: ಮಂಗಳೂರಿನಲ್ಲಿ ಸಿದ್ಧ ಈ ಭಾಗದ ಎಲ್‌ಪಿಜಿ ಸಂಗ್ರಹಾಗಾರವು ದೇಶದ ಪೆಟ್ರೋಲಿಯಂ ನಿಕ್ಷೇಪಗಳನ್ನು ಬಲಪಡಿಸುವ ನಿಟ್ಟಿನಲ್ಲಿ ಮಹತ್ವದ ಹೆಜ್ಜೆ ಆಗಲಿದೆ. ದೇಶದಲ್ಲಿ ಸದ್ಯ 2 ಭೂಗತ ಎಲ್‌ಪಿಜಿ ಸಂಗ್ರಹಾಗಾರ ಮಾತ್ರ ಇದ್ದು, ಅದರಲ್ಲಿ ಮಂಗಳೂರಿನದ್ದು ಒಂದಾಗಿದೆ. ಇಂಧನ ಸುರಕ್ಷತೆಯನ್ನು ಹೆಚ್ಚಿಸಲು ಮತ್ತು ನಿರಂತರ ಪೂರೈಕೆ ಖಚಿತಪಡಿಸುವ ನಿಟ್ಟಿನಲ್ಲಿ ಮಂಗಳೂರಿನ ಸಂಗ್ರಹಾಗಾರ ಬಹಳ ಮಹತ್ವದ್ದಾಗಿದೆ. ಮಂಗಳೂರು ಭೂಗತ ಎಲ್‌ಪಿಜಿ ಸಂಗ್ರಹಾಗಾರ 854 ಕೋಟಿ ರೂ. ವೆಚ್ಚದಲ್ಲಿ ನಿರ್ಮಾಣವಾಗಿದೆ. ಇದು ಒಟ್ಟು 80,000 ಮೆಟ್ರಿಕ್ ಟನ್ ಸಾಮರ್ಥ್ಯ ಹೊಂದಿದೆ. ಇದರ ಸಂಗ್ರಹಣಾ ಸಾಮರ್ಥ್ಯ 1,083 ಮೀಟರ್ ಸಂಗ್ರಹವನ್ನು ಹೊಂದಿದೆ. ಈ ಭಾಗದ ಎಲ್‌ಪಿಜಿ ಸಂಗ್ರಹಾಗಾರವು ದೇಶದ ಪೆಟ್ರೋಲಿಯಂ ನಿಕ್ಷೇಪಗಳನ್ನು ಬಲಪಡಿಸುವ ನಿಟ್ಟಿನಲ್ಲಿ ಮಹತ್ವದ ಹೆಜ್ಜೆ ಆಗಲಿದೆ. ದೇಶದಲ್ಲಿ ಸದ್ಯ 2 ಭೂಗತ ಎಲ್‌ಪಿಜಿ ಸಂಗ್ರಹಾಗಾರ ಮಾತ್ರ ಇದ್ದು, ಅದರಲ್ಲಿ ಮಂಗಳೂರಿನದ್ದು ಒಂದಾಗಿದೆ. ಇಂಧನ ಸುರಕ್ಷತೆಯನ್ನು ಹೆಚ್ಚಿಸಲು ಮತ್ತು ನಿರಂತರ ಪೂರೈಕೆ ಖಚಿತಪಡಿಸುವ ನಿಟ್ಟಿನಲ್ಲಿ ಮಂಗಳೂರಿನ ಸಂಗ್ರಹಾಗಾರ ಬಹಳ ಮಹತ್ವದ್ದಾಗಿದೆ. ಮಂಗಳೂರು ಭೂಗತ ಎಲ್‌ಪಿಜಿ ಸಂಗ್ರಹಾಗಾರ 854 ಕೋಟಿ ರೂ. ವೆಚ್ಚದಲ್ಲಿ ನಿರ್ಮಾಣವಾಗಿದೆ. ಇದು ಒಟ್ಟು 80,000 ಮೆಟ್ರಿಕ್ ಟನ್ ಸಾಮರ್ಥ್ಯ ಹೊಂದಿದೆ. ಇದರ ಸಂಗ್ರಹಣಾ ಸಾಮರ್ಥ್ಯ 1,083 ಮೀಟರ್ ಸಂಗ್ರಹವನ್ನು ಹೊಂದಿದೆ. ಸಂಪೂರ್ಣ ಬದಲು ಬುಡಕಟ್ಟು ಸಮುದಾಯಗಳ ಒಟ್ಟಾರೆ ಅಭಿವೃದ್ಧಿಗಾಗಿ ದೇಶದ ಬುಡಕಟ್ಟು ಪ್ರದೇಶಗಳನ್ನು ಸಂಪೂರ್ಣ ಬದಲಾಯಿಸುವ ಉದ್ದೇಶದಿಂದ ಪ್ರಧಾನಮಂತ್ರಿ ಜನ್‌ಮನ್ 24,104 ಕೋಟಿ ರೂ. ವೆಚ್ಚದಲ್ಲಿ ಜಾರಿ ಮಾಡಲಾಗಿದೆ. 2013-14ರಲ್ಲಿ 24,598 ಕೋಟಿ ರೂ. ಇದ್ದ ಬುಡಕಟ್ಟು ಕಲ್ಯಾಣ ಬಜೆಟ್ ಈಗ 1,23,000 ಕೋಟಿ ರೂ.ಗೆ ಏರಿಕೆಯಾಗಿದೆ. ಬುಡಕಟ್ಟು ಸಮುದಾಯಗಳ ಒಟ್ಟಾರೆ ಅಭಿವೃದ್ಧಿಗಾಗಿ ದೇಶದ ಬುಡಕಟ್ಟು ಪ್ರದೇಶಗಳನ್ನು ಸಂಪೂರ್ಣ ಬದಲಾಯಿಸುವ ಉದ್ದೇಶದಿಂದ ಪ್ರಧಾನಮಂತ್ರಿ ಜನ್‌ಮನ್ 24,104 ಕೋಟಿ ರೂ. ವೆಚ್ಚದಲ್ಲಿ ಜಾರಿ ಮಾಡಲಾಗಿದೆ. 2013-14ರಲ್ಲಿ 24,598 ಕೋಟಿ ರೂ. ಇದ್ದ ಬುಡಕಟ್ಟು ಕಲ್ಯಾಣ ಬಜೆಟ್ ಈಗ 1,23,000 ಕೋಟಿ ರೂ.ಗೆ ಏರಿಕೆಯಾಗಿದೆ. ಈ ಭಾಗದ ಎಲ್‌ಪಿಜಿ ಸಂಗ್ರಹಾಗಾರವು ದೇಶದ ಪೆಟ್ರೋಲಿಯಂ ನಿಕ್ಷೇಪಗಳನ್ನು ಬಲಪಡಿಸುವ ನಿಟ್ಟಿನಲ್ಲಿ ಮಹತ್ವದ ಹೆಜ್ಜೆ ಆಗಲಿದೆ. ದೇಶದಲ್ಲಿ ಸದ್ಯ 2 ಭೂಗತ ಎಲ್‌ಪಿಜಿ ಸಂಗ್ರಹಾಗಾರ ಮಾತ್ರ ಇದ್ದು, ಅದರಲ್ಲಿ ಮಂಗಳೂರಿನದ್ದು ಒಂದಾಗಿದೆ. ಇಂಧನ ಸುರಕ್ಷತೆಯನ್ನು ಹೆಚ್ಚಿಸಲು ಮತ್ತು ನಿರಂತರ ಪೂರೈಕೆ ಖಚಿತಪಡಿಸುವ ನಿಟ್ಟಿನಲ್ಲಿ ಮಂಗಳೂರಿನ ಸಂಗ್ರಹಾಗಾರ ಬಹಳ ಮಹತ್ವದ್ದಾಗಿದೆ. ಮಂಗಳೂರು ಭೂಗತ ಎಲ್‌ಪಿಜಿ ಸಂಗ್ರಹಾಗಾರ 854 ಕೋಟಿ ರೂ. ವೆಚ್ಚದಲ್ಲಿ ನಿರ್ಮಾಣವಾಗಿದೆ. ಇದು ಒಟ್ಟು 80,000 ಮೆಟ್ರಿಕ್ ಟನ್ ಸಾಮರ್ಥ್ಯ ಹೊಂದಿದೆ. ಇದರ ಸಂಗ್ರಹಣಾ ಸಾಮರ್ಥ್ಯ 1,083 ಮೀಟರ್ ಸಂಗ್ರಹವನ್ನು ಹೊಂದಿದೆ. bbox=[4, 753, 186, 1116]
article-subhead: 198 ಮೃತದೇಹ ಹಸ್ತಾಂತರ bbox=[784, 864, 914, 881]
hdk-story-col2: ಕುಮಾರಸ್ವಾಮಿ ಪರ ವಕೀಲರಾದ ಉದಯ್ ಹೊಳ್ಳ ರಾಜ್ಯ ಸರ್ಕಾರ ಎಸ್‌ಐಟಿ ರಚನೆ ಮಾಡಿರುವುದು ಕಾನೂನುಬಾಹಿರ. ಹಾಗಾಗಿ ಎಸ್‌ಐಟಿ ರಚನೆ ಆದೇಶವನ್ನು ರದ್ದು ಮಾಡಬೇಕು ಎಂದು ವಾದ ಮಂಡಿಸಿದ್ದರು. ಈ ಅರ್ಜಿ ವಿಚಾರಣೆ ನಡೆಸಿದ ಹೈಕೋರ್ಟ್ ಮುಂದಿನ ವಿಚಾರಣೆವರೆಗೂ ಬಲವಂತದ ಕ್ರಮ ಕೈಗೊಳ್ಳದಂತೆ ಸೂಚನೆ ನೀಡಿ ವಿಚಾರಣೆಯನ್ನು ಮುಂದೂಡಿದೆ. bbox=[752, 657, 942, 706]
row-divider bbox=[457, 578, 945, 579]
continued-banner: ಮೊದಲನೇ ಪುಟದಿಂದ... bbox=[396, 754, 548, 774]
lead-story-col1: ಬೆಂಗಳೂರು: ರಾಜ್ಯಕ್ಕೆ ಕೇಂದ್ರ ಸಚಿವ ಪ್ರಹ್ಲಾದ್ ಜೋಶಿ ಹಾಗೂ ಹೆಚ್.ಡಿ ಕುಮಾರಸ್ವಾಮಿಯವರ ಕೊಡುಗೆ ಏನು? ಇಬ್ಬರಿಗೂ ಆತ್ಮಸಾಕ್ಷಿಯಿದ್ದರೆ ನನ್ನ ಜೊತೆ ಬಹಿರಂಗ ಚರ್ಚೆಗೆ ಬರಲಿ ಎಂದು ಕಾಂಗ್ರೆಸ್ ಶಾಸಕ ಪ್ರದೀಪ್ ಈಶ್ವರ್ ಕೇಂದ್ರ ಸಚಿವರಿಗೆ ಪಂಥಾಹ್ವಾನ ನೀಡಿದ್ದಾರೆ. 1 ವರ್ಷದಿಂದ ಏನ್ ಕಡಿದು ಕಟ್ಟೆ ಹಾಕಿದ್ದೀರಾ?: ವಿಧಾನಸೌಧದಲ್ಲಿ ಮಾತನಾಡಿದ ಅವರು, ಓ.ಆರ್ ಎಂದರೆ ಡೆವಲಪ್ ಮೆಂಟ್ ಆಫ್ ಇಂಡಿಯಾ, ಕೇಂದ್ರ, ಸಚಿವ ಜೋಶಿ ಹಾಗೂ ಕುಮಾರಸ್ವಾಮಿಗೆ ರಾಜ್ಯದ ಮೇಲೆ ಪ್ರೀತಿ ಇದ್ಯೋ, ಇಲ್ವೋ. ಕಳೆದ 1 ವರ್ಷದಿಂದ ನೀವು ಇಬ್ಬರು ಕೇಂದ್ರದಲ್ಲಿ ಏನ್ ಕಡಿದು ಕಟ್ಟೆ ಹಾಕಿದ್ದೀರಾ? ಇದರ ಬಗ್ಗೆ ಚರ್ಚೆ ಮಾಡಲಿ. ಕೇಂದ್ರ ಸರ್ಕಾರ ಏನು ಮಾಡಿದೆ ಎಂದು ಕಿಡಿಕಾರಿದರು. ನಮ್ಮ ರಾಜ್ಯ ಸರ್ಕಾರ 2 ವರ್ಷ ಏನು ಮಾಡಿದೆ ಎಂದು ನಾನು ಹೇಳುತ್ತೇನೆ. bbox=[198, 158, 378, 258]
coins-heap-photo bbox=[703, 408, 818, 526]
lead-headline-line2: ಚರ್ಚೆಗೆ ಬರಲಿ: ಪ್ರದೀಪ್ ಈಶ್ವರ್ ಪಂಥಾಹ್ವಾನ bbox=[200, 107, 656, 143]
aishwarya-story-col1: ಬೆಂಗಳೂರು: ಐಶ್ವರ್ಯಗೌಡ ಬಹುಕೋಟಿ ವಂಚನೆ ಪ್ರಕರಣದಲ್ಲಿ ನಿರ್ಣಾಯಕ ಟ್ವಿಸ್ಟ್ ಸಿಕ್ಕಿದೆ. ಮಾಜಿ ಸಂಸದ ಡಿ.ಕೆ ಸುರೇಶ್‌ಗೆ ಇಡಿ ನೋಟಿಸ್ ನೀಡಿದೆ. ಜೊತೆಗೆ ಐಶ್ವರ್ಯಗೌಡ ಆಸ್ತಿ ಮುಟ್ಟುಗೋಲು ಪ್ರಕ್ರಿಯೆ ಶುರುವಾಗಿದೆ. ಅಕ್ರಮ ಹಣ ವರ್ಗಾವಣೆಯಿಂದ ಎಷ್ಟು ಹಣ ಸಂಪಾದನೆ ಮಾಡಿದ್ದಾಳೆ? ಎಲ್ಲೆಲ್ಲಿಗೆ ಹಣ ವರ್ಗಾವಣೆ ಮಾಡಲಾಗಿದೆ? bbox=[338, 441, 452, 511]
page-number: 2 bbox=[6, 0, 31, 56]
metro-headline: ನಮ್ಮ ಮೆಟ್ರೋದಲ್ಲಿ ನಂದಿನಿಗೆ ಮೊದಲ ಆದ್ಯತೆ ಕೊಡಬೇಕು bbox=[763, 67, 909, 107]
lead-story-caption-col: ನಾವು ಪ್ರತಿಯೊಂದಕ್ಕೂ ಉತ್ತರ ಕೊಡುತ್ತೇವೆ. ಆದರೆ ಕೇಂದ್ರ ನಮಗೆ ಏನ್ ಕೊಟ್ಟಿದೆ, ರಾಜ್ಯದ ಬಗ್ಗೆ ಅವರಿಗೆ ಕಾಳಜಿ ಇದ್ದರೆ ಬರಲಿ. ನನ್ನನ್ನು ಚರ್ಚೆಗೆ ಕರೆದರೆ ನಾನು ಸಿದ್ಧ. ಜೋಶಿ ಮತ್ತು ಕುಮಾರಸ್ವಾಮಿ ಒಟ್ಟಿಗೆ ಬರಲಿ. ನೀವು ಎಲ್ಲಿ ಕರೆದರೂ ನಾನು ಬರುತ್ತೇನೆ. ರಾಜ್ಯಕ್ಕೆ ಕೊಡುಗೆ ನೀಡದ ನಿಮಗೆ ಕರ್ನಾಟಕದ ಬಗ್ಗೆ ಮಾತನಾಡುವ ನೈತಿಕತೆ ಇಲ್ಲ. ರಾಜ್ಯದಿಂದ ಭಾರಿ ತೆರಿಗೆ ಹೋಗುತ್ತಿದ್ದರೂ ನಮ್ಮ ಪಾಲು ಸಿಗುತ್ತಿಲ್ಲ ಎಂದು ಕುಮಾರಸ್ವಾಮಿ ಬರಲಿ ಎಂದು ಸವಾಲು ಹಾಕಿದರು. bbox=[381, 294, 541, 354]
hdk-story-col1: ಬೆಂಗಳೂರು: ಕೇತಗಾನಹಳ್ಳಿ ಭೂ ಒತ್ತುವರಿ ಪ್ರಕರಣದಲ್ಲಿ ಕೇಂದ್ರ ಸಚಿವ ಹೆಚ್.ಡಿ ಕುಮಾರಸ್ವಾಮಿಗೆ ಹೈಕೋರ್ಟ್‌ನಿಂದ ಬಿಗ್ ರಿಲೀಫ್ ಸಿಕ್ಕಿದೆ. ಬಿಡದಿಯ ಕೇತಗಾನಹಳ್ಳಿಯ ಸರ್ವೆ ನಂಬರ್ 7,8,9 ರ ಜಮೀನನ್ನು ಒತ್ತುವರಿ ಮಾಡಿದ ಆರೋಪ ಕುರಿತ ತನಿಖೆಗೆ ರಾಜ್ಯ ಸರ್ಕಾರ ಎಸ್‌ಐಟಿ ರಚನೆ ಮಾಡಿತ್ತು. ಇದನ್ನು ಪ್ರಶ್ನಿಸಿ ಹೈಕೋರ್ಟ್‌ಗೆ ಅರ್ಜಿ ಸಲ್ಲಿಸಲಾಗಿತ್ತು. bbox=[558, 657, 748, 696]
aishwarya-headline-line1: ಐಶ್ವರ್ಯಗೌಡ ಆಸ್ತಿ bbox=[252, 356, 409, 386]
article-subhead: ಬೆಳಗ್ಗೆ ಮದುವೆ ಕ್ಯಾನ್ಸಲ್! bbox=[409, 991, 533, 1010]
